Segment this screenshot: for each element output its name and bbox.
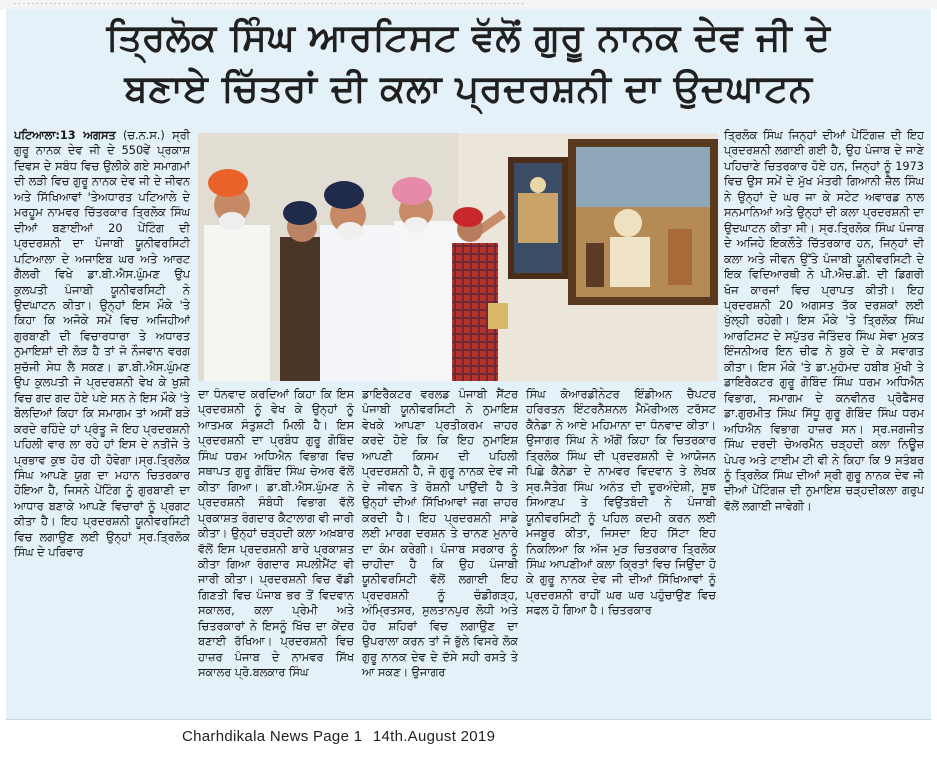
article-column-3: ਡਾਇਰੈਕਟਰ ਵਰਲਡ ਪੰਜਾਬੀ ਸੈਂਟਰ ਪੰਜਾਬੀ ਯੂਨੀਵਰਸਿਟੀ ਨੇ ਨੁਮਾਇਸ਼ ਵੇਖਕੇ ਆਪਣਾ ਪ੍ਰਤੀਕਰਮ ਜ਼ਾਹਰ ਕਰਦੇ ਹੋਏ ਕਿ ਕਿ ਇਹ ਨੁਮਾਇਸ਼ ਆਪਣੀ ਕਿਸਮ ਦੀ ਪਹਿਲੀ ਪ੍ਰਦਰਸ਼ਨੀ ਹੈ, ਜੋ ਗੁਰੂ ਨਾਨਕ ਦੇਵ ਜੀ ਦੇ ਜੀਵਨ ਤੇ ਰੋਸ਼ਨੀ ਪਾਉਂਦੀ ਹੈ ਤੇ ਉਨ੍ਹਾਂ ਦੀਆਂ ਸਿੱਖਿਆਵਾਂ ਜਗ ਜ਼ਾਹਰ ਕਰਦੀ ਹੈ। ਇਹ ਪ੍ਰਦਰਸ਼ਨੀ ਸਾਡੇ ਲਈ ਮਾਰਗ ਦਰਸ਼ਨ ਤੇ ਚਾਨਣ ਮੁਨਾਰੇ ਦਾ ਕੰਮ ਕਰੇਗੀ। ਪੰਜਾਬ ਸਰਕਾਰ ਨੂੰ ਚਾਹੀਦਾ ਹੈ ਕਿ ਉਹ ਪੰਜਾਬੀ ਯੂਨੀਵਰਸਿਟੀ ਵੱਲੋਂ ਲਗਾਈ ਇਹ ਪ੍ਰਦਰਸ਼ਨੀ ਨੂੰ ਚੰਡੀਗੜ੍ਹ, ਅੰਮ੍ਰਿਤਸਰ, ਸੁਲਤਾਨਪੁਰ ਲੋਧੀ ਅਤੇ ਹੋਰ ਸ਼ਹਿਰਾਂ ਵਿਚ ਲਗਾਉਣ ਦਾ ਉਪਰਾਲਾ ਕਰਨ ਤਾਂ ਜੋ ਭੁੱਲੇ ਵਿਸਰੇ ਲੋਕ ਗੁਰੂ ਨਾਨਕ ਦੇਵ ਦੇ ਦੱਸੇ ਸਹੀ ਰਸਤੇ ਤੇ ਆ ਸਕਣ। ਉਜਾਗਰ xyxy=(362,388,518,680)
painting-large xyxy=(568,139,718,305)
footer-source: Charhdikala News Page 1 xyxy=(182,728,363,745)
article-column-2: ਦਾ ਧੰਨਵਾਦ ਕਰਦਿਆਂ ਕਿਹਾ ਕਿ ਇਸ ਪ੍ਰਦਰਸ਼ਨੀ ਨੂੰ ਵੇਖ ਕੇ ਉਨ੍ਹਾਂ ਨੂੰ ਆਤਮਕ ਸੰਤੁਸ਼ਟੀ ਮਿਲੀ ਹੈ। ਇਸ ਪ੍ਰਦਰਸ਼ਨੀ ਦਾ ਪ੍ਰਬੰਧ ਗੁਰੂ ਗੋਬਿੰਦ ਸਿੰਘ ਧਰਮ ਅਧਿਐਨ ਵਿਭਾਗ ਵਿਚ ਸਥਾਪਤ ਗੁਰੂ ਗੋਬਿੰਦ ਸਿੰਘ ਚੇਅਰ ਵੱਲੋਂ ਕੀਤਾ ਗਿਆ। ਡਾ.ਬੀ.ਐਸ.ਘੁੰਮਣ ਨੇ ਪ੍ਰਦਰਸ਼ਨੀ ਸੰਬੰਧੀ ਵਿਭਾਗ ਵੱਲੋਂ ਪ੍ਰਕਾਸ਼ਤ ਰੰਗਦਾਰ ਕੈਟਾਲਾਗ ਵੀ ਜਾਰੀ ਕੀਤਾ। ਉਨ੍ਹਾਂ ਚੜ੍ਹਦੀ ਕਲਾ ਅਖ਼ਬਾਰ ਵੱਲੋਂ ਇਸ ਪ੍ਰਦਰਸ਼ਨੀ ਬਾਰੇ ਪ੍ਰਕਾਸ਼ਤ ਕੀਤਾ ਗਿਆ ਰੰਗਦਾਰ ਸਪਲੀਮੈਂਟ ਵੀ ਜਾਰੀ ਕੀਤਾ। ਪ੍ਰਦਰਸ਼ਨੀ ਵਿਚ ਵੱਡੀ ਗਿਣਤੀ ਵਿਚ ਪੰਜਾਬ ਭਰ ਤੋਂ ਵਿਦਵਾਨ ਸਕਾਲਰ, ਕਲਾ ਪ੍ਰੇਮੀ ਅਤੇ ਚਿਤਰਕਾਰਾਂ ਨੇ ਇਸਨੂੰ ਖਿੱਚ ਦਾ ਕੇਂਦਰ ਬਣਾਈ ਰੱਖਿਆ। ਪ੍ਰਦਰਸ਼ਨੀ ਵਿਚ ਹਾਜ਼ਰ ਪੰਜਾਬ ਦੇ ਨਾਮਵਰ ਸਿੱਖ ਸਕਾਲਰ ਪ੍ਰੋ.ਬਲਕਾਰ ਸਿੰਘ xyxy=(198,388,354,680)
headline xyxy=(16,13,921,125)
headline-line-2: ਬਣਾਏ ਚਿੱਤਰਾਂ ਦੀ ਕਲਾ ਪ੍ਰਦਰਸ਼ਨੀ ਦਾ ਉਦਘਾਟਨ xyxy=(124,67,813,110)
footer-caption xyxy=(182,726,782,748)
article-column-4: ਸਿੰਘ ਕੋਆਰਡੀਨੇਟਰ ਇੰਡੀਅਨ ਚੈਪਟਰ ਹਰਿਰਤਨ ਇੰਟਰਨੈਸ਼ਨਲ ਮੈਮੋਰੀਅਲ ਟਰੱਸਟ ਕੈਨੇਡਾ ਨੇ ਆਏ ਮਹਿਮਾਨਾ ਦਾ ਧੰਨਵਾਦ ਕੀਤਾ। ਉਜਾਗਰ ਸਿੰਘ ਨੇ ਅੱਗੋਂ ਕਿਹਾ ਕਿ ਚਿਤਰਕਾਰ ਤ੍ਰਿਲੋਕ ਸਿੰਘ ਦੀ ਪ੍ਰਦਰਸ਼ਨੀ ਦੇ ਆਯੋਜਨ ਪਿਛੇ ਕੈਨੇਡਾ ਦੇ ਨਾਮਵਰ ਵਿਦਵਾਨ ਤੇ ਲੇਖਕ ਸ੍ਰ.ਜੈਤੇਗ ਸਿੰਘ ਅਨੰਤ ਦੀ ਦੂਰਅੰਦੇਸ਼ੀ, ਸੂਝ ਸਿਆਣਪ ਤੇ ਵਿਉਂਤਬੰਦੀ ਨੇ ਪੰਜਾਬੀ ਯੂਨੀਵਰਸਿਟੀ ਨੂੰ ਪਹਿਲ ਕਦਮੀ ਕਰਨ ਲਈ ਮਜਬੂਰ ਕੀਤਾ, ਜਿਸਦਾ ਇਹ ਸਿੱਟਾ ਇਹ ਨਿਕਲਿਆ ਕਿ ਅੱਜ ਮੁੜ ਚਿਤਰਕਾਰ ਤ੍ਰਿਲੋਕ ਸਿੰਘ ਆਪਣੀਆਂ ਕਲਾ ਕ੍ਰਿਤਾਂ ਵਿਚ ਜਿਉਂਦਾ ਹੋ ਕੇ ਗੁਰੂ ਨਾਨਕ ਦੇਵ ਜੀ ਦੀਆਂ ਸਿੱਖਿਆਵਾਂ ਨੂੰ ਪ੍ਰਦਰਸ਼ਨੀ ਰਾਹੀਂ ਘਰ ਘਰ ਪਹੁੰਚਾਉਣ ਵਿਚ ਸਫਲ ਹੋ ਗਿਆ ਹੈ। ਚਿਤਰਕਾਰ xyxy=(526,388,716,618)
top-cropped-strip: · · · · · · · · · · · · · · · · · · · · · · · · · · · · · · · · · · · · · · · · · · · · · · · · · · · · · · · · · · · · · · · · · · · · · · · · · · · · · · · · · · · · · · · · · · · · · · · · · · · · · · · · · · · · · · · · · · · xyxy=(0,0,937,9)
exhibition-photo-illustration xyxy=(198,133,718,381)
dateline: ਪਟਿਆਲਾ:13 ਅਗਸਤ xyxy=(14,129,116,142)
article-column-1 xyxy=(14,128,190,714)
headline-line-1: ਤ੍ਰਿਲੋਕ ਸਿੰਘ ਆਰਟਿਸਟ ਵੱਲੋਂ ਗੁਰੂ ਨਾਨਕ ਦੇਵ ਜੀ ਦੇ xyxy=(106,16,831,59)
newspaper-clipping xyxy=(6,9,931,720)
footer-date: 14th.August 2019 xyxy=(372,728,496,745)
article-text-1: (ਚ.ਨ.ਸ.) ਸ੍ਰੀ ਗੁਰੂ ਨਾਨਕ ਦੇਵ ਜੀ ਦੇ 550ਵੇਂ ਪ੍ਰਕਾਸ਼ ਦਿਵਸ ਦੇ ਸਬੰਧ ਵਿਚ ਉਲੀਕੇ ਗਏ ਸਮਾਗਮਾਂ ਦੀ ਲੜੀ ਵਿਚ ਗੁਰੂ ਨਾਨਕ ਦੇਵ ਜੀ ਦੇ ਜੀਵਨ ਅਤੇ ਸਿੱਖਿਆਵਾਂ 'ਤੇਅਧਾਰਤ ਪਟਿਆਲੇ ਦੇ ਮਰਹੂਮ ਨਾਮਵਰ ਚਿੱਤਰਕਾਰ ਤ੍ਰਿਲੋਕ ਸਿੰਘ ਦੀਆਂ ਬਣਾਈਆਂ 20 ਪੇਂਟਿੰਗ ਦੀ ਪ੍ਰਦਰਸ਼ਨੀ ਦਾ ਪੰਜਾਬੀ ਯੂਨੀਵਰਸਿਟੀ ਪਟਿਆਲਾ ਦੇ ਅਜਾਇਬ ਘਰ ਅਤੇ ਆਰਟ ਗੈਲਰੀ ਵਿਖੇ ਡਾ.ਬੀ.ਐਸ.ਘੁੰਮਣ ਉਪ ਕੁਲਪਤੀ ਪੰਜਾਬੀ ਯੂਨੀਵਰਸਿਟੀ ਨੇ ਉਦਘਾਟਨ ਕੀਤਾ। ਉਨ੍ਹਾਂ ਇਸ ਮੌਕੇ 'ਤੇ ਕਿਹਾ ਕਿ ਅਜੋਕੇ ਸਮੇਂ ਵਿਚ ਅਜਿਹੀਆਂ ਗੁਰਬਾਣੀ ਦੀ ਵਿਚਾਰਧਾਰਾ ਤੇ ਅਧਾਰਤ ਨੁਮਾਇਸ਼ਾਂ ਦੀ ਲੋੜ ਹੈ ਤਾਂ ਜੋ ਨੌਜਵਾਨ ਵਰਗ ਸੁਚੱਜੀ ਸੇਧ ਲੈ ਸਕਣ। ਡਾ.ਬੀ.ਐਸ.ਘੁੰਮਣ ਉਪ ਕੁਲਪਤੀ ਜੋ ਪ੍ਰਦਰਸ਼ਨੀ ਵੇਖ ਕੇ ਖੁਸ਼ੀ ਵਿਚ ਗਦ ਗਦ ਹੋਏ ਪਏ ਸਨ ਨੇ ਇਸ ਮੌਕੇ 'ਤੇ ਬੋਲਦਿਆਂ ਕਿਹਾ ਕਿ ਸਮਾਗਮ ਤਾਂ ਅਸੀਂ ਬੜੇ ਕਰਦੇ ਰਹਿੰਦੇ ਹਾਂ ਪ੍ਰੰਤੂ ਜੋ ਇਹ ਪ੍ਰਦਰਸ਼ਨੀ ਪਹਿਲੀ ਵਾਰ ਲਾ ਰਹੇ ਹਾਂ ਇਸ ਦੇ ਨਤੀਜੇ ਤੇ ਪ੍ਰਭਾਵ ਕੁਝ ਹੋਰ ਹੀ ਹੋਵੇਗਾ।ਸ੍ਰ.ਤ੍ਰਿਲੋਕ ਸਿੰਘ ਆਪਣੇ ਯੁਗ ਦਾ ਮਹਾਨ ਚਿਤਰਕਾਰ ਹੋਇਆ ਹੈ, ਜਿਸਨੇ ਪੇਂਟਿੰਗ ਨੂੰ ਗੁਰਬਾਣੀ ਦਾ ਆਧਾਰ ਬਣਾਕੇ ਆਪਣੇ ਵਿਚਾਰਾਂ ਨੂੰ ਪ੍ਰਗਟ ਕੀਤਾ ਹੈ। ਇਹ ਪ੍ਰਦਰਸ਼ਨੀ ਯੂਨੀਵਰਸਿਟੀ ਵਿਚ ਲਗਾਉਣ ਲਈ ਉਨ੍ਹਾਂ ਸ੍ਰ.ਤ੍ਰਿਲੋਕ ਸਿੰਘ ਦੇ ਪਰਿਵਾਰ xyxy=(14,129,190,560)
painting-small xyxy=(508,157,568,279)
article-column-5: ਤ੍ਰਿਲੋਕ ਸਿੰਘ ਜਿਨ੍ਹਾਂ ਦੀਆਂ ਪੇਂਟਿੰਗਜ਼ ਦੀ ਇਹ ਪ੍ਰਦਰਸ਼ਨੀ ਲਗਾਈ ਗਈ ਹੈ, ਉਹ ਪੰਜਾਬ ਦੇ ਜਾਣੇ ਪਹਿਚਾਣੇ ਚਿਤਰਕਾਰ ਹੋਏ ਹਨ, ਜਿਨ੍ਹਾਂ ਨੂੰ 1973 ਵਿਚ ਉਸ ਸਮੇਂ ਦੇ ਮੁੱਖ ਮੰਤਰੀ ਗਿਆਨੀ ਜ਼ੈਲ ਸਿੰਘ ਨੇ ਉਨ੍ਹਾਂ ਦੇ ਘਰ ਜਾ ਕੇ ਸਟੇਟ ਅਵਾਰਡ ਨਾਲ ਸਨਮਾਨਿਆਂ ਅਤੇ ਉਨ੍ਹਾਂ ਦੀ ਕਲਾ ਪ੍ਰਦਰਸ਼ਨੀ ਦਾ ਉਦਘਾਟਨ ਕੀਤਾ ਸੀ। ਸ੍ਰ.ਤ੍ਰਿਲੋਕ ਸਿੰਘ ਪੰਜਾਬ ਦੇ ਅਜਿਹੇ ਇਕਲੌਤੇ ਚਿੱਤਰਕਾਰ ਹਨ, ਜਿਨ੍ਹਾਂ ਦੀ ਕਲਾ ਅਤੇ ਜੀਵਨ ਉੱਤੇ ਪੰਜਾਬੀ ਯੂਨੀਵਰਸਿਟੀ ਦੇ ਇਕ ਵਿਦਿਆਰਥੀ ਨੇ ਪੀ.ਐਚ.ਡੀ. ਦੀ ਡਿਗਰੀ ਖੋਜ ਕਾਰਜਾਂ ਵਿਚ ਪ੍ਰਾਪਤ ਕੀਤੀ। ਇਹ ਪ੍ਰਦਰਸ਼ਨੀ 20 ਅਗਸਤ ਤੱਕ ਦਰਸ਼ਕਾਂ ਲਈ ਖੁੱਲ੍ਹੀ ਰਹੇਗੀ। ਇਸ ਮੌਕੇ 'ਤੇ ਤ੍ਰਿਲੋਕ ਸਿੰਘ ਆਰਟਿਸਟ ਦੇ ਸਪੁੱਤਰ ਜੋਤਿੰਦਰ ਸਿੰਘ ਸੇਵਾ ਮੁਕਤ ਇੰਜਨੀਅਰ ਇਨ ਚੀਫ ਨੇ ਬੁਕੇ ਦੇ ਕੇ ਸਵਾਗਤ ਕੀਤਾ। ਇਸ ਮੌਕੇ 'ਤੇ ਡਾ.ਮੁਹੰਮਦ ਹਬੀਬ ਮੁੱਖੀ ਤੇ ਡਾਇਰੈਕਟਰ ਗੁਰੂ ਗੋਬਿੰਦ ਸਿੰਘ ਧਰਮ ਅਧਿਐਨ ਵਿਭਾਗ, ਸਮਾਗਮ ਦੇ ਕਨਵੀਨਰ ਪ੍ਰੋਫੈਸਰ ਡਾ.ਗੁਰਮੀਤ ਸਿੰਘ ਸਿੱਧੂ ਗੁਰੂ ਗੋਬਿੰਦ ਸਿੰਘ ਧਰਮ ਅਧਿਐਨ ਵਿਭਾਗ ਹਾਜ਼ਰ ਸਨ। ਸ੍ਰ.ਜਗਜੀਤ ਸਿੰਘ ਦਰਦੀ ਚੇਅਰਮੈਨ ਚੜ੍ਹਦੀ ਕਲਾ ਨਿਊਜ਼ ਪੇਪਰ ਅਤੇ ਟਾਈਮ ਟੀ ਵੀ ਨੇ ਕਿਹਾ ਕਿ 9 ਸਤੰਬਰ ਨੂੰ ਤ੍ਰਿਲੋਕ ਸਿੰਘ ਦੀਆਂ ਸ੍ਰੀ ਗੁਰੂ ਨਾਨਕ ਦੇਵ ਜੀ ਦੀਆਂ ਪੇਂਟਿੰਗਜ਼ ਦੀ ਨੁਮਾਇਸ਼ ਚੜ੍ਹਦੀਕਲਾ ਗਰੁਪ ਵੱਲੋਂ ਲਗਾਈ ਜਾਵੇਗੀ। xyxy=(724,129,924,513)
exhibition-photo xyxy=(198,133,718,381)
